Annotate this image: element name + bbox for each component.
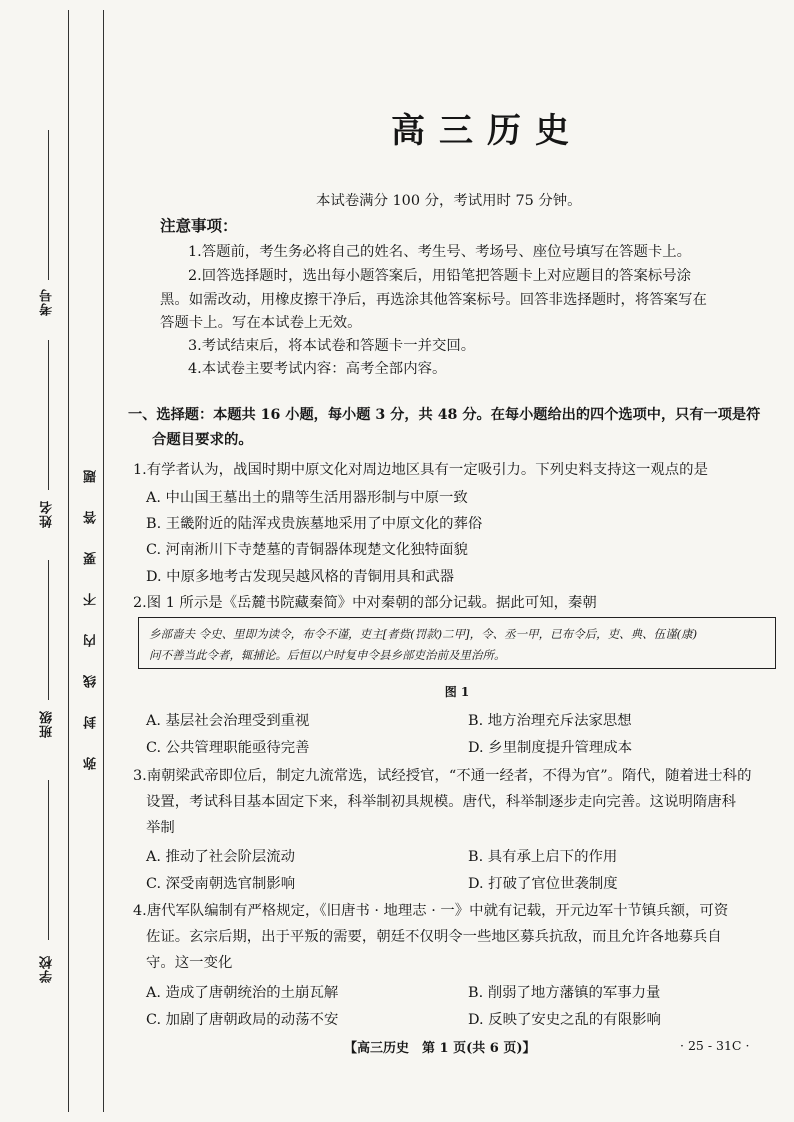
q1-option-c[interactable]: C. 河南淅川下寺楚墓的青铜器体现楚文化独特面貌	[146, 542, 468, 558]
q4-stem: 佐证。玄宗后期，出于平叛的需要，朝廷不仅明令一些地区募兵抗敌，而且允许各地募兵自	[146, 929, 722, 945]
name-blank[interactable]	[48, 340, 49, 490]
figure-caption: 图 1	[444, 685, 470, 699]
q2-option-d[interactable]: D. 乡里制度提升管理成本	[468, 740, 633, 756]
q2-option-c[interactable]: C. 公共管理职能亟待完善	[146, 740, 310, 756]
q4-stem: 守。这一变化	[146, 955, 233, 971]
q4-option-d[interactable]: D. 反映了安史之乱的有限影响	[468, 1012, 661, 1028]
note-line: 答题卡上。写在本试卷上无效。	[160, 315, 362, 331]
q1-option-a[interactable]: A. 中山国王墓出土的鼎等生活用器形制与中原一致	[146, 490, 468, 506]
exam-no-blank[interactable]	[48, 130, 49, 280]
school-blank[interactable]	[48, 780, 49, 940]
q2-source-line: 乡部啬夫 令史、里即为读令，布令不谨，吏主[者赀(罚款)二甲]，令、丞一甲，已布令后，吏、典、伍谨(康)	[149, 627, 698, 641]
name-label: 姓名	[40, 500, 55, 528]
class-label: 班级	[40, 710, 55, 738]
binding-line-right	[103, 10, 104, 1112]
q1-option-d[interactable]: D. 中原多地考古发现吴越风格的青铜用具和武器	[146, 569, 454, 585]
note-line: 1.答题前，考生务必将自己的姓名、考生号、考场号、座位号填写在答题卡上。	[188, 244, 692, 260]
note-line: 4.本试卷主要考试内容：高考全部内容。	[188, 361, 447, 377]
q1-option-b[interactable]: B. 王畿附近的陆浑戎贵族墓地采用了中原文化的葬俗	[146, 516, 483, 532]
q4-option-b[interactable]: B. 削弱了地方藩镇的军事力量	[468, 985, 661, 1001]
q3-stem: 3.南朝梁武帝即位后，制定九流常选，试经授官，“不通一经者，不得为官”。隋代，随着进士科的	[133, 768, 752, 784]
note-line: 3.考试结束后，将本试卷和答题卡一并交回。	[188, 338, 476, 354]
page-footer: 【高三历史 第 1 页(共 6 页)】	[344, 1041, 536, 1056]
class-blank[interactable]	[48, 560, 49, 700]
q3-option-c[interactable]: C. 深受南朝选官制影响	[146, 876, 296, 892]
q2-source-line: 问不善当此令者，辄捕论。后恒以户时复申令县乡部吏治前及里治所。	[149, 648, 506, 662]
q3-stem: 举制	[146, 820, 175, 836]
notes-title: 注意事项：	[160, 216, 238, 235]
q3-option-a[interactable]: A. 推动了社会阶层流动	[146, 849, 296, 865]
page-title: 高三历史	[391, 111, 583, 151]
q4-option-a[interactable]: A. 造成了唐朝统治的土崩瓦解	[146, 985, 339, 1001]
seal-notice: 弥封线内不要答题	[84, 442, 99, 770]
q2-option-a[interactable]: A. 基层社会治理受到重视	[146, 713, 310, 729]
q4-stem: 4.唐代军队编制有严格规定，《旧唐书 · 地理志 · 一》中就有记载，开元边军十节镇兵额，可资	[133, 903, 729, 919]
q3-option-d[interactable]: D. 打破了官位世袭制度	[468, 876, 618, 892]
q4-option-c[interactable]: C. 加剧了唐朝政局的动荡不安	[146, 1012, 339, 1028]
q3-stem: 设置，考试科目基本固定下来，科举制初具规模。唐代，科举制逐步走向完善。这说明隋唐科	[146, 794, 737, 810]
q1-stem: 1.有学者认为，战国时期中原文化对周边地区具有一定吸引力。下列史料支持这一观点的是	[133, 462, 708, 478]
school-label: 学校	[40, 955, 55, 983]
exam-info: 本试卷满分 100 分，考试用时 75 分钟。	[316, 193, 582, 209]
section-heading-cont: 合题目要求的。	[152, 431, 253, 448]
q2-source-box	[138, 617, 776, 669]
q3-option-b[interactable]: B. 具有承上启下的作用	[468, 849, 618, 865]
paper-code: · 25 - 31C ·	[680, 1038, 750, 1053]
exam-no-label: 考号	[40, 288, 55, 316]
q2-option-b[interactable]: B. 地方治理充斥法家思想	[468, 713, 632, 729]
binding-line-left	[68, 10, 69, 1112]
section-heading: 一、选择题：本题共 16 小题，每小题 3 分，共 48 分。在每小题给出的四个选项中，只有一项是符	[128, 407, 761, 423]
note-line: 黑。如需改动，用橡皮擦干净后，再选涂其他答案标号。回答非选择题时，将答案写在	[160, 292, 707, 308]
q2-stem: 2.图 1 所示是《岳麓书院藏秦简》中对秦朝的部分记载。据此可知，秦朝	[133, 595, 597, 611]
note-line: 2.回答选择题时，选出每小题答案后，用铅笔把答题卡上对应题目的答案标号涂	[188, 268, 692, 284]
